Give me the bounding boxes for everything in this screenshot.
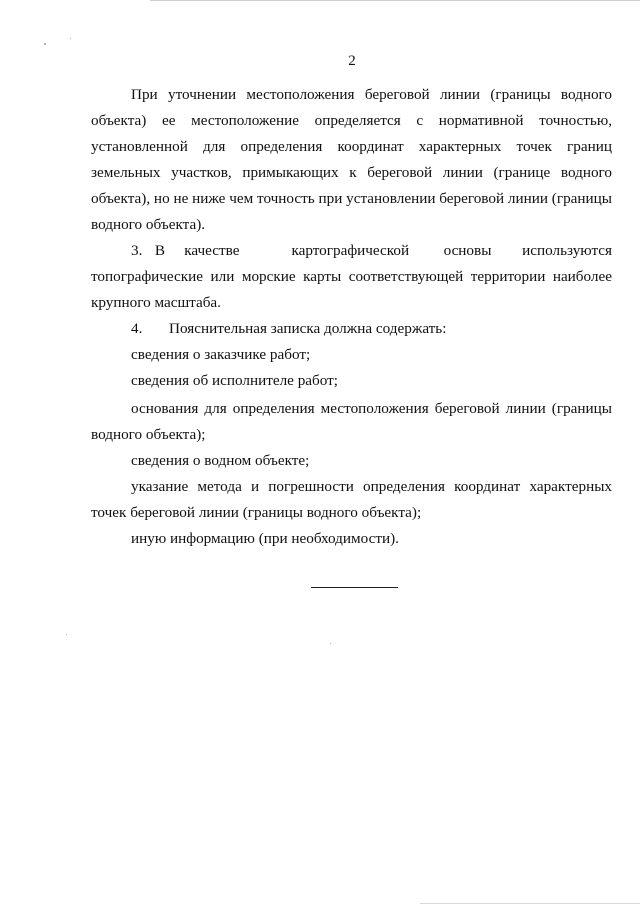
content-item-method — [91, 500, 612, 526]
list-item-number: 3. — [131, 242, 143, 259]
paragraph-line: объекта) ее местоположение определяется с нормативной точностью, — [91, 112, 612, 129]
content-item-water-body: сведения о водном объекте; — [131, 452, 310, 469]
content-item-contractor: сведения об исполнителе работ; — [131, 372, 339, 389]
paragraph-line: крупного масштаба. — [91, 294, 221, 311]
scan-speck — [70, 38, 71, 39]
paragraph-shoreline-clarification — [91, 186, 612, 212]
paragraph-line: водного объекта); — [91, 426, 206, 443]
paragraph-line: основания для определения местоположения береговой линии (границы — [131, 400, 612, 417]
scan-speck — [330, 643, 331, 644]
list-item-3 — [91, 238, 612, 264]
scan-speck — [66, 634, 67, 635]
list-item-word: используются — [522, 242, 612, 259]
paragraph-line: точек береговой линии (границы водного объекта); — [91, 504, 422, 521]
page-number: 2 — [348, 53, 356, 69]
content-item-other: иную информацию (при необходимости). — [131, 530, 399, 547]
list-item-word: основы — [443, 242, 492, 259]
paragraph-shoreline-clarification — [91, 212, 612, 238]
list-item-3 — [91, 264, 612, 290]
end-separator-line — [311, 587, 398, 588]
paragraph-line: При уточнении местоположения береговой линии (границы водного — [131, 86, 612, 103]
scan-top-edge — [150, 0, 640, 1]
paragraph-shoreline-clarification — [91, 134, 612, 160]
paragraph-line: водного объекта). — [91, 216, 206, 233]
paragraph-line: земельных участков, примыкающих к береговой линии (границе водного — [91, 164, 612, 181]
content-item-method — [91, 474, 612, 500]
paragraph-line: объекта), но не ниже чем точность при установлении береговой линии (границы — [91, 190, 612, 207]
paragraph-line: указание метода и погрешности определения координат характерных — [131, 478, 612, 495]
list-item-word: качестве — [184, 242, 240, 259]
scan-bottom-edge — [420, 903, 640, 904]
list-item-number: 4. — [131, 320, 143, 337]
list-item-3 — [91, 290, 612, 316]
paragraph-line: установленной для определения координат характерных точек границ — [91, 138, 612, 155]
content-item-grounds — [91, 396, 612, 422]
list-item-word: В — [154, 242, 165, 259]
paragraph-shoreline-clarification — [91, 160, 612, 186]
scan-speck — [44, 43, 46, 45]
list-item-4 — [91, 316, 612, 342]
list-item-text: Пояснительная записка должна содержать: — [169, 320, 447, 337]
list-item-word: картографической — [291, 242, 410, 259]
paragraph-shoreline-clarification — [91, 108, 612, 134]
content-item-grounds — [91, 422, 612, 448]
paragraph-shoreline-clarification — [91, 82, 612, 108]
paragraph-line: топографические или морские карты соответствующей территории наиболее — [91, 268, 612, 285]
content-item-customer: сведения о заказчике работ; — [131, 346, 311, 363]
